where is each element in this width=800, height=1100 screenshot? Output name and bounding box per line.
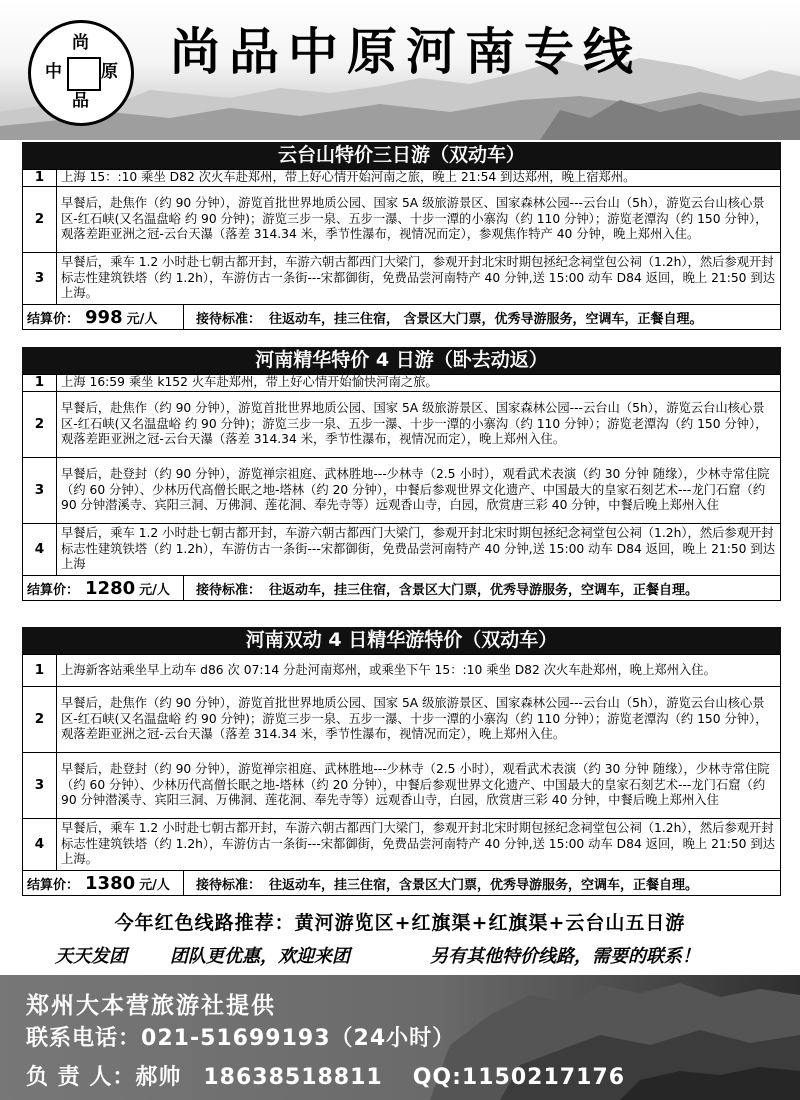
tour-section-2 [22,347,781,601]
contact-label: 负 责 人： [26,1065,136,1090]
tour-title: 云台山特价三日游（双动车） [22,142,781,169]
logo-char-right: 原 [101,62,118,82]
price-value: 1380 [85,872,136,894]
price-unit: 元/人 [139,582,170,598]
day-description: 上海 16:59 乘坐 k152 火车赴郑州，带上好心情开始愉快河南之旅。 [57,375,781,392]
tour-section-3 [22,627,781,896]
header-banner [0,0,800,140]
itinerary-row [23,253,781,305]
day-description: 早餐后，乘车 1.2 小时赴七朝古都开封，车游六朝古都西门大梁门，参观开封北宋时期包拯纪念祠堂包公祠（1.2h），然后参观开封标志性建筑铁塔（约 1.2h），车游仿古一条街---宋都御街，免费品尝河南特产 40 分钟,送 15:00 动车 D84 返回，晚上 21:50 到达上海。 [57,253,781,305]
day-description: 早餐后，乘车 1.2 小时赴七朝古都开封，车游六朝古都西门大梁门，参观开封北宋时期包拯纪念祠堂包公祠（1.2h），然后参观开封标志性建筑铁塔（约 1.2h），车游仿古一条街---宋都御街，免费品尝河南特产 40 分钟,送 15:00 动车 D84 返回，晚上 21:50 到达上海 [57,524,781,576]
standard-cell [184,871,780,895]
day-number: 2 [23,187,57,253]
day-number: 1 [23,170,57,187]
day-number: 4 [23,524,57,576]
other-routes-text: 另有其他特价线路，需要的联系！ [430,946,700,967]
itinerary-row [23,187,781,253]
price-row [22,305,781,330]
price-cell [23,871,184,895]
phone-number: 021-51699193（24小时） [141,1026,456,1051]
standard-label: 接待标准： [196,582,262,598]
day-number: 3 [23,458,57,524]
group-discount-text: 团队更优惠，欢迎来团 [170,946,350,967]
itinerary-row [23,392,781,458]
price-value: 1280 [85,577,136,599]
contact-footer [0,975,800,1100]
standard-text: 往返动车，挂三住宿，含景区大门票，优秀导游服务，空调车，正餐自理。 [269,582,699,598]
price-row [22,871,781,896]
tour-section-1 [22,142,781,330]
standard-label: 接待标准： [196,877,262,893]
price-unit: 元/人 [139,877,170,893]
day-description: 早餐后，赴焦作（约 90 分钟），游览首批世界地质公园、国家 5A 级旅游景区、国家森林公园---云台山（5h），游览云台山核心景区-红石峡(又名温盘峪 约 90 分钟)；游览三步一泉、五步一瀑、十步一潭的小寨沟（约 110 分钟）；游览老潭沟（约 150 分钟），观落差距亚洲之冠-云台天瀑（落差 314.34 米，季节性瀑布，视情况而定），晚上郑州入住。 [57,392,781,458]
day-description: 早餐后，赴焦作（约 90 分钟），游览首批世界地质公园、国家 5A 级旅游景区、国家森林公园---云台山（5h），游览云台山核心景区-红石峡(又名温盘峪 约 90 分钟)；游览三步一泉、五步一瀑、十步一潭的小寨沟（约 110 分钟）；游览老潭沟（约 150 分钟），观落差距亚洲之冠-云台天瀑（落差 314.34 米，季节性瀑布，视情况而定），参观焦作特产 40 分钟，晚上郑州入住。 [57,187,781,253]
mobile-number: 18638518811 [203,1065,383,1090]
price-unit: 元/人 [126,311,158,327]
itinerary-table [22,169,781,305]
day-description: 上海 15：:10 乘坐 D82 次火车赴郑州，带上好心情开始河南之旅，晚上 21:54 到达郑州，晚上宿郑州。 [57,170,781,187]
standard-text: 往返动车，挂三住宿， 含景区大门票，优秀导游服务，空调车，正餐自理。 [269,311,703,327]
contact-name: 郝帅 [135,1065,182,1090]
day-description: 早餐后，赴登封（约 90 分钟），游览禅宗祖庭、武林胜地---少林寺（2.5 小时），观看武术表演（约 30 分钟 随缘），少林寺常住院（约 60 分钟）、少林历代高僧长眠之地-塔林（约 20 分钟），中餐后参观世界文化遗产、中国最大的皇家石刻艺术---龙门石窟（约 90 分钟潜溪寺、宾阳三洞、万佛洞、莲花洞、奉先寺等）远观香山寺，白园，欣赏唐三彩 40 分钟，中餐后晚上郑州入住 [57,458,781,524]
itinerary-row [23,753,781,819]
day-number: 1 [23,655,57,687]
page-title: 尚品中原河南专线 [170,23,642,81]
price-cell [23,576,184,600]
logo-char-left: 中 [45,62,62,82]
itinerary-row [23,375,781,392]
day-number: 4 [23,819,57,871]
price-label: 结算价： [27,877,80,893]
price-label: 结算价： [27,311,80,327]
itinerary-row [23,655,781,687]
day-number: 1 [23,375,57,392]
standard-text: 往返动车，挂三住宿，含景区大门票，优秀导游服务，空调车，正餐自理。 [269,877,699,893]
phone-label: 联系电话： [26,1026,142,1051]
itinerary-table [22,654,781,871]
tour-title: 河南精华特价 4 日游（卧去动返） [22,347,781,374]
itinerary-row [23,170,781,187]
phone-line [26,1021,455,1052]
logo-char-top: 尚 [72,33,89,53]
day-number: 2 [23,392,57,458]
contact-line [26,1060,625,1091]
day-number: 3 [23,753,57,819]
day-number: 2 [23,687,57,753]
itinerary-row [23,458,781,524]
red-route-recommendation: 今年红色线路推荐：黄河游览区+红旗渠+红旗渠+云台山五日游 [114,912,686,934]
day-number: 3 [23,253,57,305]
itinerary-row [23,819,781,871]
day-description: 早餐后，乘车 1.2 小时赴七朝古都开封，车游六朝古都西门大梁门，参观开封北宋时期包拯纪念祠堂包公祠（1.2h），然后参观开封标志性建筑铁塔（约 1.2h），车游仿古一条街---宋都御街，免费品尝河南特产 40 分钟,送 15:00 动车 D84 返回，晚上 21:50 到达上海。 [57,819,781,871]
price-value: 998 [85,306,123,328]
provider-text: 郑州大本营旅游社提供 [26,993,276,1019]
itinerary-row [23,687,781,753]
itinerary-row [23,524,781,576]
qq-number: QQ:1150217176 [412,1065,626,1090]
price-cell [23,305,184,329]
logo-char-bottom: 品 [72,91,89,111]
price-label: 结算价： [27,582,80,598]
logo-square [67,57,101,91]
itinerary-table [22,374,781,576]
day-description: 上海新客站乘坐早上动车 d86 次 07:14 分赴河南郑州，或乘坐下午 15：:10 乘坐 D82 次火车赴郑州，晚上郑州入住。 [57,655,781,687]
daily-departure-text: 天天发团 [55,946,127,967]
price-row [22,576,781,601]
tour-title: 河南双动 4 日精华游特价（双动车） [22,627,781,654]
day-description: 早餐后，赴焦作（约 90 分钟），游览首批世界地质公园、国家 5A 级旅游景区、国家森林公园---云台山（5h），游览云台山核心景区-红石峡(又名温盘峪 约 90 分钟)；游览三步一泉、五步一瀑、十步一潭的小寨沟（约 110 分钟）；游览老潭沟（约 150 分钟），观落差距亚洲之冠-云台天瀑（落差 314.34 米，季节性瀑布，视情况而定），晚上郑州入住。 [57,687,781,753]
day-description: 早餐后，赴登封（约 90 分钟），游览禅宗祖庭、武林胜地---少林寺（2.5 小时），观看武术表演（约 30 分钟 随缘），少林寺常住院（约 60 分钟）、少林历代高僧长眠之地-塔林（约 20 分钟），中餐后参观世界文化遗产、中国最大的皇家石刻艺术---龙门石窟（约 90 分钟潜溪寺、宾阳三洞、万佛洞、莲花洞、奉先寺等）远观香山寺，白园，欣赏唐三彩 40 分钟，中餐后晚上郑州入住 [57,753,781,819]
standard-cell [184,576,780,600]
shangpin-logo-seal [28,20,134,126]
standard-label: 接待标准： [196,311,262,327]
standard-cell [184,305,780,329]
